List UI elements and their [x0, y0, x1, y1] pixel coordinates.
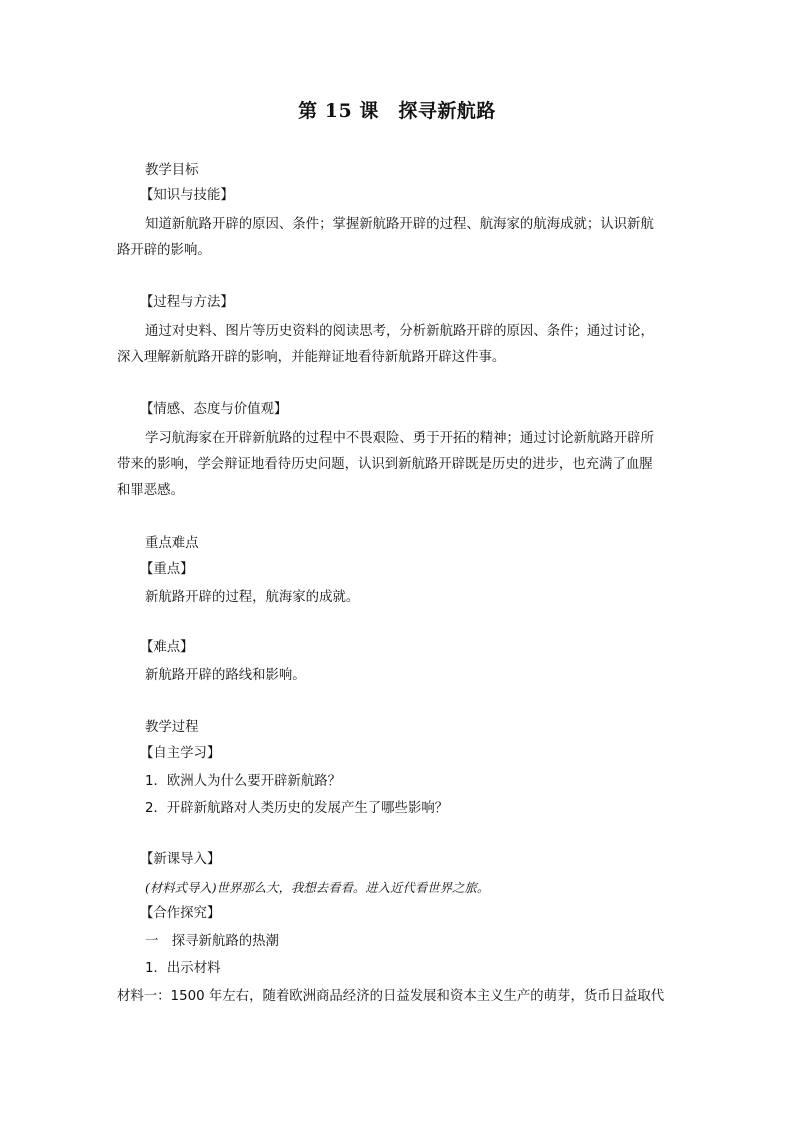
- difficult-points-text: 新航路开辟的路线和影响。: [145, 668, 306, 683]
- teaching-goals-heading: 教学目标: [145, 163, 199, 178]
- lesson-intro-heading: 【新课导入】: [140, 852, 221, 867]
- emotion-values-heading: 【情感、态度与价值观】: [140, 402, 288, 417]
- emotion-text-line-3: 和罪恶感。: [117, 483, 184, 498]
- lesson-intro-text: (材料式导入)世界那么大，我想去看看。进入近代看世界之旅。: [145, 880, 490, 895]
- emotion-text-line-1: 学习航海家在开辟新航路的过程中不畏艰险、勇于开拓的精神；通过讨论新航路开辟所: [145, 431, 654, 446]
- emotion-text-line-2: 带来的影响，学会辩证地看待历史问题，认识到新航路开辟既是历史的进步，也充满了血腥: [117, 457, 653, 472]
- teaching-process-heading: 教学过程: [145, 720, 199, 735]
- section-one-heading: 一 探寻新航路的热潮: [145, 934, 279, 949]
- process-text-line-2: 深入理解新航路开辟的影响，并能辩证地看待新航路开辟这件事。: [117, 350, 506, 365]
- knowledge-text-line-1: 知道新航路开辟的原因、条件；掌握新航路开辟的过程、航海家的航海成就；认识新航: [145, 217, 654, 232]
- knowledge-skills-heading: 【知识与技能】: [140, 188, 234, 203]
- show-material-label: 1．出示材料: [145, 961, 221, 976]
- self-study-question-2: 2．开辟新航路对人类历史的发展产生了哪些影响？: [145, 801, 449, 816]
- self-study-heading: 【自主学习】: [140, 746, 221, 761]
- lesson-title: 第 15 课 探寻新航路: [298, 100, 496, 122]
- self-study-question-1: 1．欧洲人为什么要开辟新航路？: [145, 774, 341, 789]
- process-methods-heading: 【过程与方法】: [140, 295, 234, 310]
- cooperative-inquiry-heading: 【合作探究】: [140, 906, 221, 921]
- knowledge-text-line-2: 路开辟的影响。: [117, 243, 211, 258]
- difficult-points-heading: 【难点】: [140, 640, 194, 655]
- key-points-heading: 【重点】: [140, 562, 194, 577]
- key-difficult-heading: 重点难点: [145, 536, 199, 551]
- material-one-text: 材料一：1500 年左右，随着欧洲商品经济的日益发展和资本主义生产的萌芽，货币日益取代: [117, 989, 665, 1004]
- process-text-line-1: 通过对史料、图片等历史资料的阅读思考，分析新航路开辟的原因、条件；通过讨论，: [145, 324, 654, 339]
- key-points-text: 新航路开辟的过程，航海家的成就。: [145, 590, 360, 605]
